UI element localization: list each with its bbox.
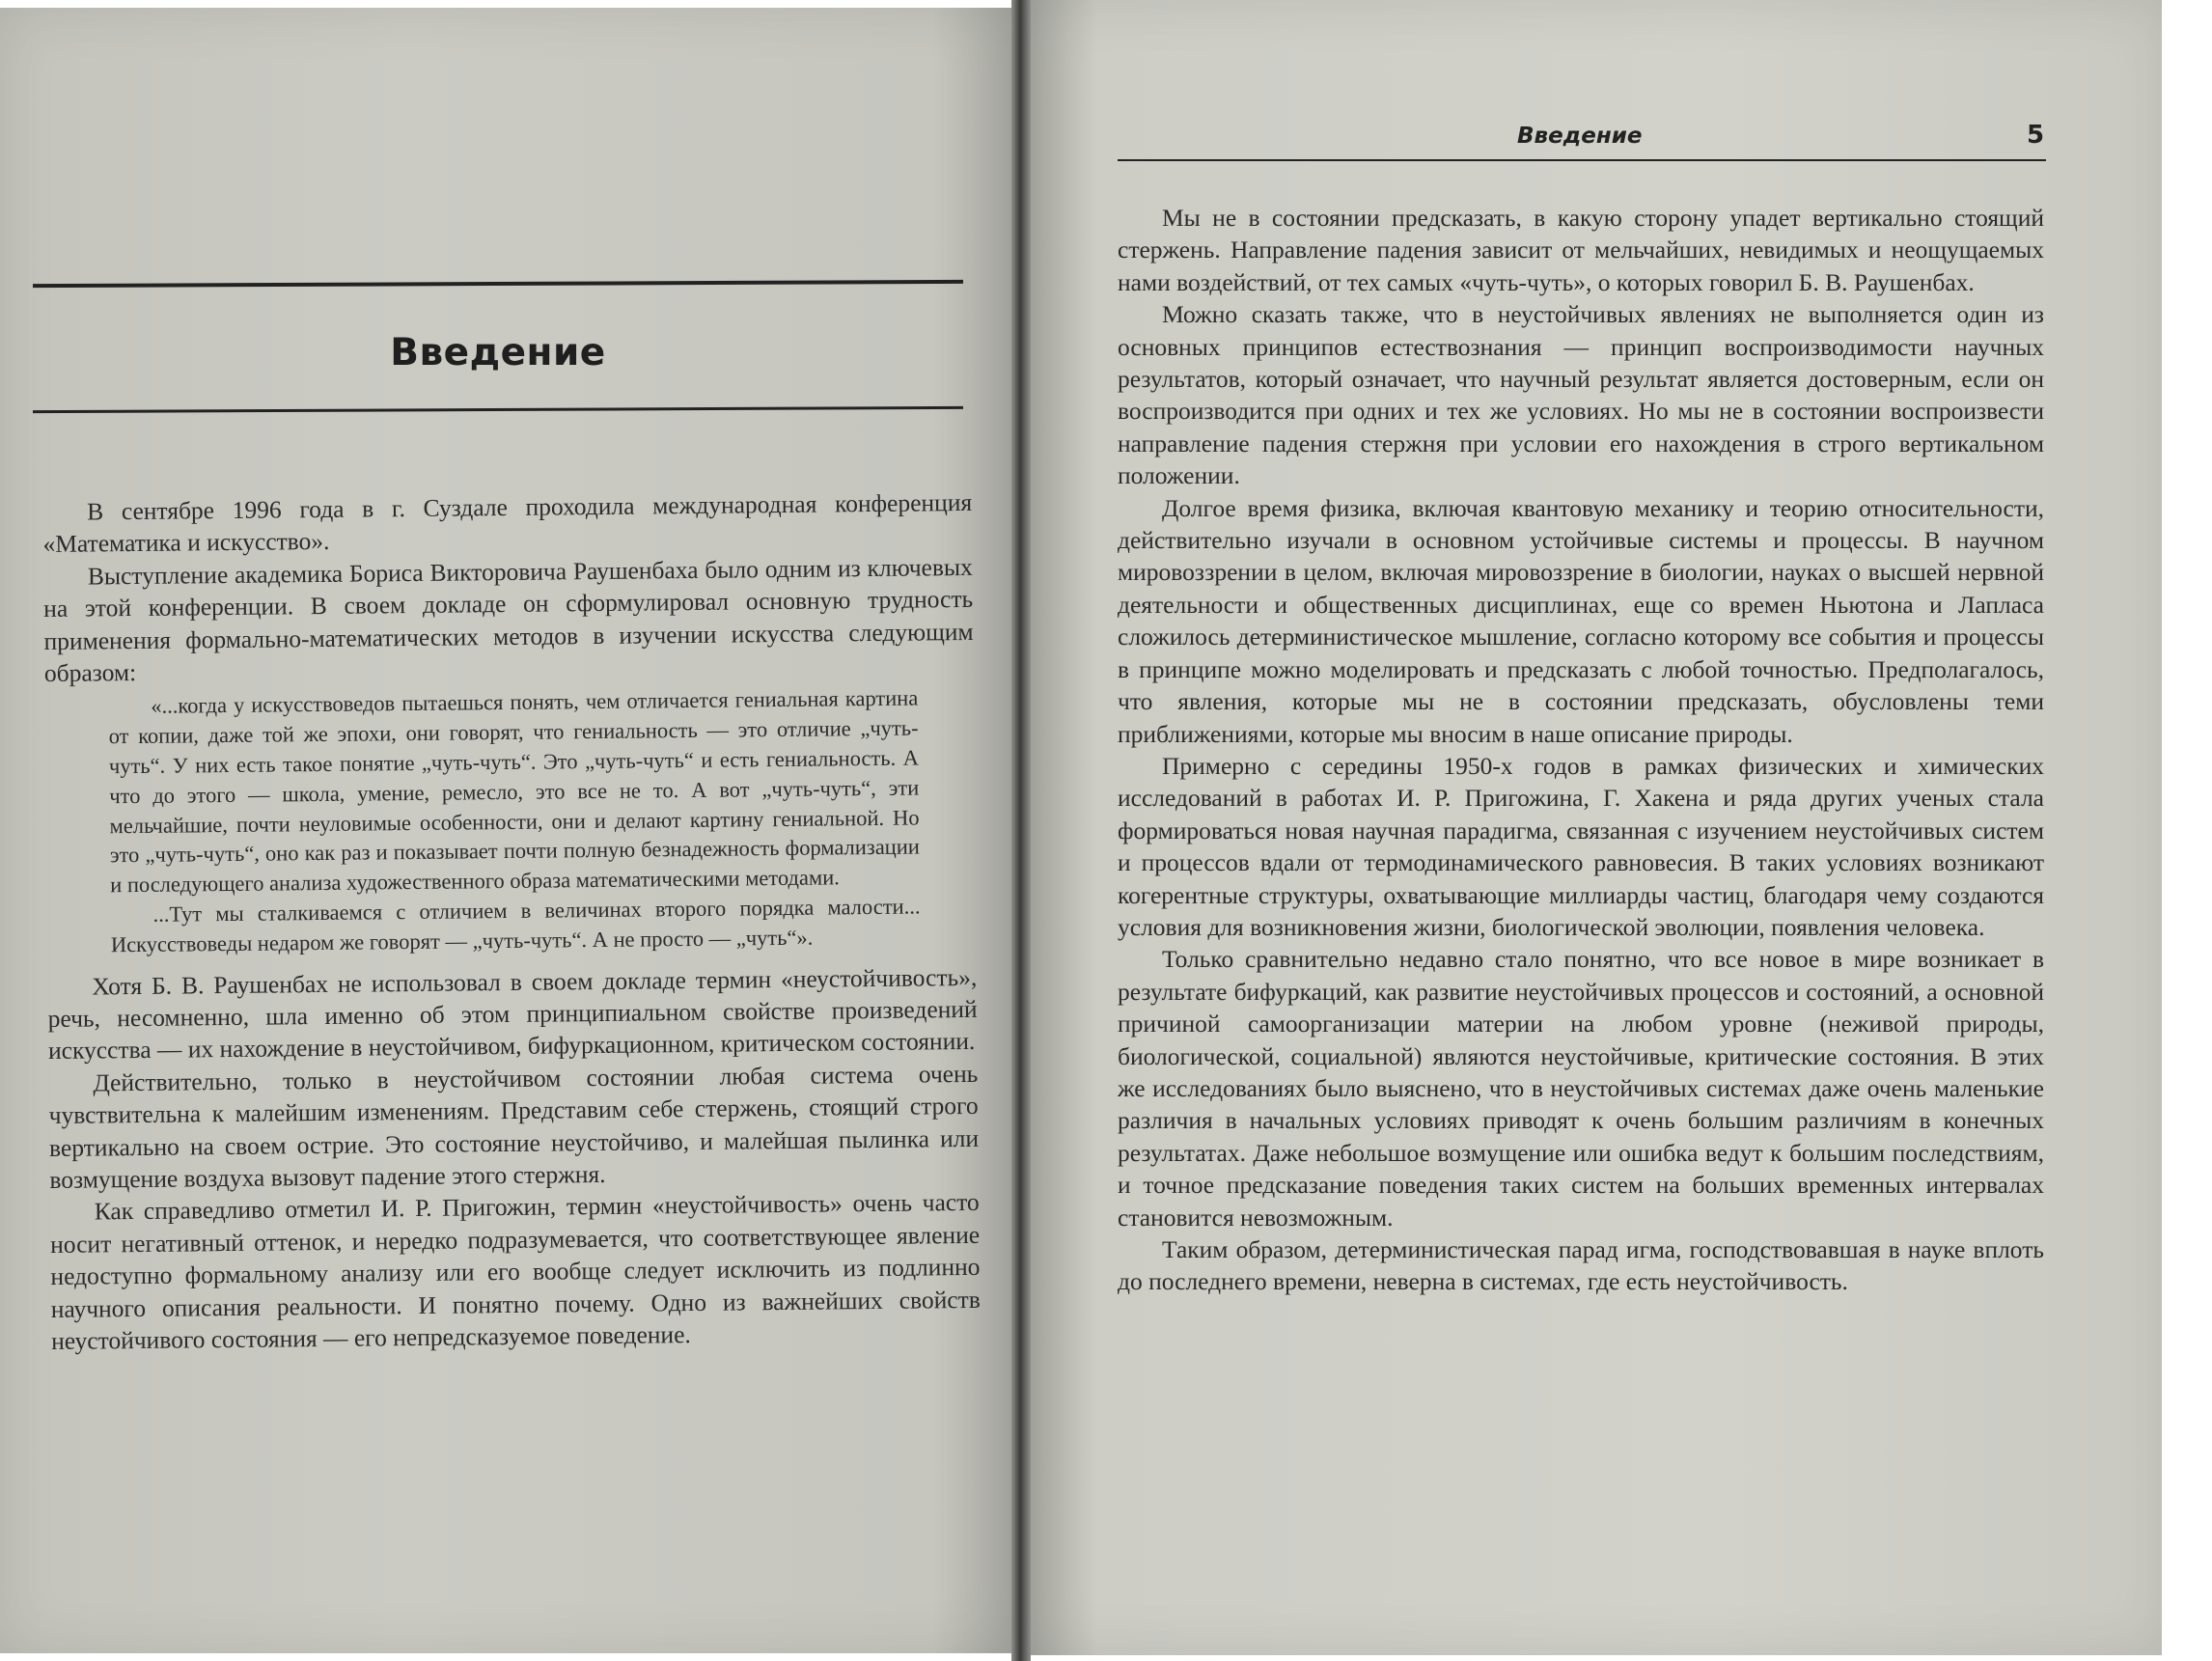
paragraph: Долгое время физика, включая квантовую механику и теорию относительности, действительно изучали в основном устойчивые системы и процессы. В научном мировоззрении в целом, включая мировоззрение в биологии, науках о высшей нервной деятельности и общественных дисциплинах, еще со времен Ньютона и Лапласа сложилось детерминистическое мышление, согласно которому все события и процессы в принципе можно моделировать и предсказать с любой точностью. Предполагалось, что явления, которые мы не в состоянии предсказать, обусловлены теми приближениями, которые мы вносим в наше описание природы. — [1118, 493, 2044, 748]
paragraph: Мы не в состоянии предсказать, в какую сторону упадет вертикально стоящий стержень. Направление падения зависит от мельчайших, невидимых и неощущаемых нами воздействий, от тех самых «чуть-чуть», о которых говорил Б. В. Раушенбах. — [1118, 204, 2044, 296]
quote-paragraph: «...когда у искусствоведов пытаешься понять, чем отличается гениальная картина от копии, даже той же эпохи, они говорят, что гениальность — это отличие „чуть-чуть“. У них есть такое понятие „чуть-чуть“. Это „чуть-чуть“ и есть гениальность. А что до этого — школа, умение, ремесло, это все не то. А вот „чуть-чуть“, эти мельчайшие, почти неуловимые особенности, они и делают картину гениальной. Но это „чуть-чуть“, оно как раз и показывает почти полную безнадежность формализации и последующего анализа художественного образа математическими методами. — [108, 685, 920, 898]
page-edge-margin — [2162, 0, 2212, 1661]
paragraph: Таким образом, детерминистическая парад игма, господствовавшая в науке вплоть до последнего времени, неверна в системах, где есть неустойчивость. — [1118, 1235, 2044, 1296]
paragraph: Действительно, только в неустойчивом состоянии любая система очень чувствительна к малейшим изменениям. Представим себе стержень, стоящий строго вертикально на своем острие. Это состояние неустойчиво, и малейшая пылинка или возмущение воздуха вызовут падение этого стержня. — [48, 1059, 980, 1195]
paragraph: Хотя Б. В. Раушенбах не использовал в своем докладе термин «неустойчивость», речь, несомненно, шла именно об этом принципиальном свойстве произведений искусства — их нахождение в неустойчивом, бифуркационном, критическом состоянии. — [47, 962, 978, 1066]
paragraph: Только сравнительно недавно стало понятно, что все новое в мире возникает в результате бифуркаций, как развитие неустойчивых процессов и состояний, а основной причиной самоорганизации материи на любом уровне (неживой природы, биологической, социальной) являются неустойчивые, критические состояния. В этих же исследованиях было выяснено, что в неустойчивых системах даже очень маленькие различия в начальных условиях приводят к очень большим различиям в конечных результатах. Даже небольшое возмущение или ошибка ведут к большим последствиям, и точное предсказание поведения таких систем на больших временных интервалах становится невозможным. — [1118, 945, 2044, 1232]
book-gutter — [1011, 0, 1031, 1661]
after-quote-text — [47, 960, 981, 1357]
left-page-body — [42, 486, 981, 1358]
running-head-rule — [1118, 159, 2046, 161]
paragraph: Как справедливо отметил И. Р. Пригожин, термин «неустойчивость» очень часто носит негативный оттенок, и нередко подразумевается, что соответствующее явление недоступно формальному анализу или его вообще следует исключить из подлинно научного описания реальности. И понятно почему. Одно из важнейших свойств неустойчивого состояния — его непредсказуемое поведение. — [49, 1188, 981, 1356]
paragraph: В сентябре 1996 года в г. Суздале проходила международная конференция «Математика и искусство». — [42, 487, 973, 559]
paragraph: Можно сказать также, что в неустойчивых явлениях не выполняется один из основных принципов естествознания — принцип воспроизводимости научных результатов, который означает, что научный результат является достоверным, если он воспроизводится при одних и тех же условиях. Но мы не в состоянии воспроизвести направление падения стержня при условии его нахождения в строго вертикальном положении. — [1118, 300, 2044, 490]
chapter-title: Введение — [390, 331, 606, 374]
block-quote — [108, 684, 921, 960]
quote-paragraph: ...Тут мы сталкиваемся с отличием в величинах второго порядка малости... Искусствоведы недаром же говорят — „чуть-чуть“. А не просто — „чуть“». — [110, 894, 921, 957]
right-page-body — [1118, 202, 2044, 1298]
running-head: Введение — [1517, 124, 1643, 149]
paragraph: Выступление академика Бориса Викторовича Раушенбаха было одним из ключевых на этой конференции. В своем докладе он сформулировал основную трудность применения формально-математических методов в изучении искусства следующим образом: — [43, 552, 974, 688]
page-number: 5 — [2027, 121, 2045, 150]
paragraph: Примерно с середины 1950-х годов в рамках физических и химических исследований в работах И. Р. Пригожина, Г. Хакена и ряда других ученых стала формироваться новая научная парадигма, связанная с изучением неустойчивых систем и процессов вдали от термодинамического равновесия. В таких условиях возникают когерентные структуры, охватывающие миллиарды частиц, благодаря чему создаются условия для возникновения жизни, биологической эволюции, появления человека. — [1118, 751, 2044, 941]
